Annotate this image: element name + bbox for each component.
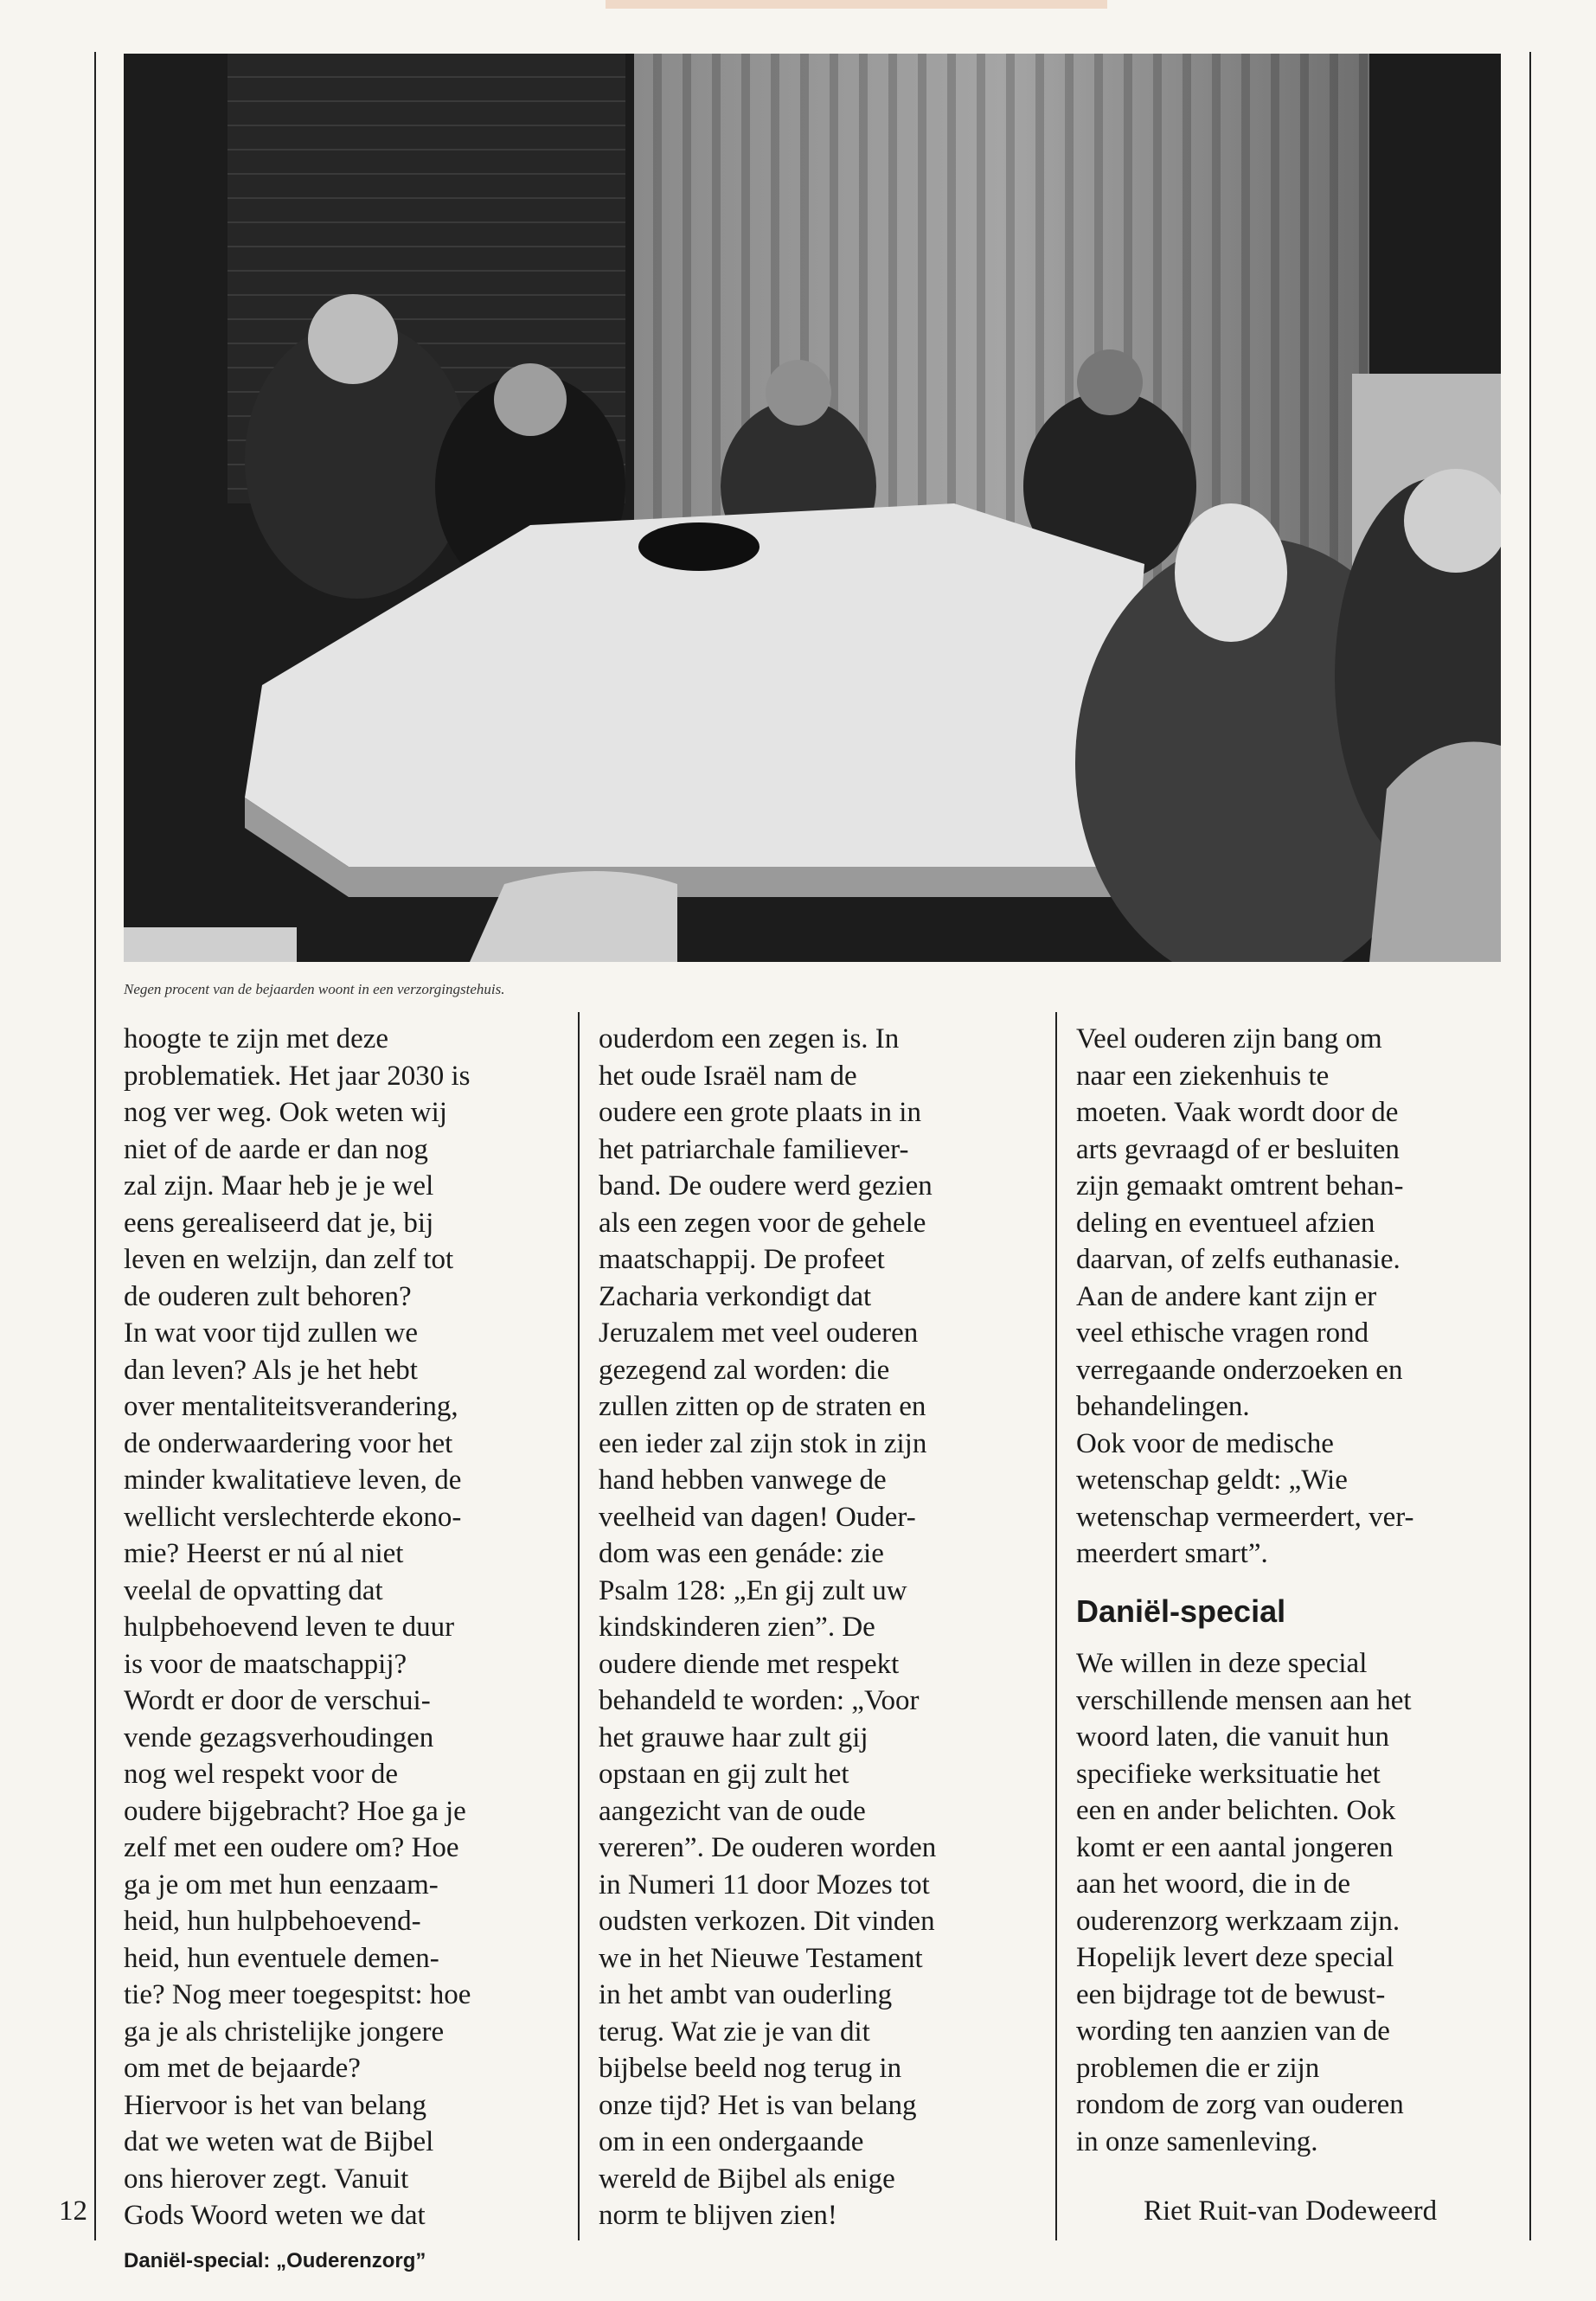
text-line: oudere bijgebracht? Hoe ga je [124,1795,466,1827]
text-line: oudsten verkozen. Dit vinden [599,1906,935,1937]
text-line: wereld de Bijbel als enige [599,2163,895,2195]
text-line: wetenschap vermeerdert, ver- [1076,1501,1414,1533]
text-line: norm te blijven zien! [599,2200,837,2231]
text-line: meerdert smart”. [1076,1538,1268,1569]
text-line: ga je om met hun eenzaam- [124,1868,439,1900]
text-line: een ieder zal zijn stok in zijn [599,1427,927,1459]
text-line: aangezicht van de oude [599,1795,866,1827]
text-line: tie? Nog meer toegespitst: hoe [124,1979,471,2010]
text-line: dat we weten wat de Bijbel [124,2126,434,2157]
text-line: problematiek. Het jaar 2030 is [124,1060,471,1092]
text-line: Aan de andere kant zijn er [1076,1280,1377,1312]
article-column-2 [599,1021,1040,2234]
text-line: de onderwaardering voor het [124,1427,453,1459]
text-line: naar een ziekenhuis te [1076,1060,1330,1092]
text-line: minder kwalitatieve leven, de [124,1465,462,1496]
text-line: we in het Nieuwe Testament [599,1942,923,1974]
text-line: oudere een grote plaats in in [599,1097,921,1128]
article-column-1 [124,1021,565,2234]
text-line: arts gevraagd of er besluiten [1076,1133,1400,1165]
text-line: een en ander belichten. Ook [1076,1795,1396,1826]
text-line: zullen zitten op de straten en [599,1391,926,1422]
text-line: Wordt er door de verschui- [124,1685,431,1716]
text-line: in onze samenleving. [1076,2125,1318,2157]
text-line: veel ethische vragen rond [1076,1317,1369,1349]
text-line: is voor de maatschappij? [124,1648,407,1680]
text-line: zijn gemaakt omtrent behan- [1076,1170,1404,1202]
text-line: hoogte te zijn met deze [124,1023,389,1054]
article-column-3 [1076,1021,1517,1573]
text-line: opstaan en gij zult het [599,1759,849,1790]
text-line: zelf met een oudere om? Hoe [124,1832,459,1863]
text-line: als een zegen voor de gehele [599,1207,926,1239]
column-divider-2 [1055,1012,1057,2240]
column-divider-1 [578,1012,580,2240]
text-line: het grauwe haar zult gij [599,1721,869,1753]
photo-elderly-at-table [124,54,1501,962]
text-line: vereren”. De ouderen worden [599,1832,937,1863]
text-line: wetenschap geldt: „Wie [1076,1465,1348,1496]
text-line: Ook voor de medische [1076,1427,1334,1459]
text-line: om met de bejaarde? [124,2053,361,2084]
text-line: ons hierover zegt. Vanuit [124,2163,409,2195]
text-line: in Numeri 11 door Mozes tot [599,1868,930,1900]
text-line: problemen die er zijn [1076,2052,1320,2084]
text-line: Hiervoor is het van belang [124,2089,427,2121]
text-line: nog ver weg. Ook weten wij [124,1097,447,1128]
text-line: ouderdom een zegen is. In [599,1023,900,1054]
text-line: dom was een genáde: zie [599,1538,884,1569]
text-line: nog wel respekt voor de [124,1759,399,1790]
text-line: band. De oudere werd gezien [599,1170,933,1202]
text-line: ouderenzorg werkzaam zijn. [1076,1905,1401,1937]
running-footer: Daniël-special: „Ouderenzorg” [124,2249,426,2272]
text-line: Gods Woord weten we dat [124,2200,426,2231]
text-line: vende gezagsverhoudingen [124,1721,434,1753]
text-line: eens gerealiseerd dat je, bij [124,1207,434,1239]
text-line: kindskinderen zien”. De [599,1612,875,1643]
text-line: maatschappij. De profeet [599,1244,885,1275]
text-line: wording ten aanzien van de [1076,2016,1390,2047]
text-line: In wat voor tijd zullen we [124,1317,418,1349]
text-line: rondom de zorg van ouderen [1076,2089,1404,2120]
text-line: ga je als christelijke jongere [124,2016,445,2048]
photo-caption: Negen procent van de bejaarden woont in een verzorgingstehuis. [124,981,505,997]
text-line: het oude Israël nam de [599,1060,857,1092]
text-line: daarvan, of zelfs euthanasie. [1076,1244,1401,1275]
text-line: Hopelijk levert deze special [1076,1942,1394,1973]
right-margin-rule [1529,52,1531,2240]
text-line: verregaande onderzoeken en [1076,1354,1403,1386]
text-line: bijbelse beeld nog terug in [599,2053,902,2084]
text-line: zal zijn. Maar heb je je wel [124,1170,434,1202]
text-line: woord laten, die vanuit hun [1076,1721,1390,1753]
text-line: mie? Heerst er nú al niet [124,1538,404,1569]
text-line: leven en welzijn, dan zelf tot [124,1244,454,1275]
text-line: hand hebben vanwege de [599,1465,887,1496]
section-heading: Daniël-special [1076,1593,1286,1629]
text-line: Psalm 128: „En gij zult uw [599,1574,907,1606]
text-line: een bijdrage tot de bewust- [1076,1978,1386,2010]
text-line: Jeruzalem met veel ouderen [599,1317,919,1349]
text-line: komt er een aantal jongeren [1076,1831,1394,1863]
author-signature: Riet Ruit-van Dodeweerd [1144,2195,1438,2227]
text-line: Zacharia verkondigt dat [599,1280,872,1312]
text-line: de ouderen zult behoren? [124,1280,412,1312]
text-line: moeten. Vaak wordt door de [1076,1097,1399,1128]
text-line: heid, hun hulpbehoevend- [124,1906,421,1937]
text-line: behandelingen. [1076,1391,1250,1422]
text-line: veelheid van dagen! Ouder- [599,1501,916,1533]
text-line: het patriarchale familiever- [599,1133,909,1165]
text-line: hulpbehoevend leven te duur [124,1612,455,1643]
text-line: wellicht verslechterde ekono- [124,1501,462,1533]
text-line: behandeld te worden: „Voor [599,1685,920,1716]
article-column-3-section [1076,1645,1517,2160]
text-line: onze tijd? Het is van belang [599,2089,917,2121]
text-line: niet of de aarde er dan nog [124,1133,428,1165]
text-line: verschillende mensen aan het [1076,1684,1412,1716]
text-line: specifieke werksituatie het [1076,1758,1381,1790]
text-line: in het ambt van ouderling [599,1979,893,2010]
text-line: terug. Wat zie je van dit [599,2016,870,2048]
text-line: deling en eventueel afzien [1076,1207,1375,1239]
text-line: veelal de opvatting dat [124,1574,383,1606]
left-margin-rule [94,52,96,2240]
text-line: heid, hun eventuele demen- [124,1942,439,1974]
text-line: gezegend zal worden: die [599,1354,890,1386]
text-line: We willen in deze special [1076,1648,1368,1679]
text-line: oudere diende met respekt [599,1648,900,1680]
text-line: Veel ouderen zijn bang om [1076,1023,1382,1054]
text-line: dan leven? Als je het hebt [124,1354,418,1386]
text-line: aan het woord, die in de [1076,1868,1351,1900]
page-number: 12 [59,2195,87,2227]
text-line: om in een ondergaande [599,2126,864,2157]
text-line: over mentaliteitsverandering, [124,1391,458,1422]
top-color-bar [606,0,1107,9]
